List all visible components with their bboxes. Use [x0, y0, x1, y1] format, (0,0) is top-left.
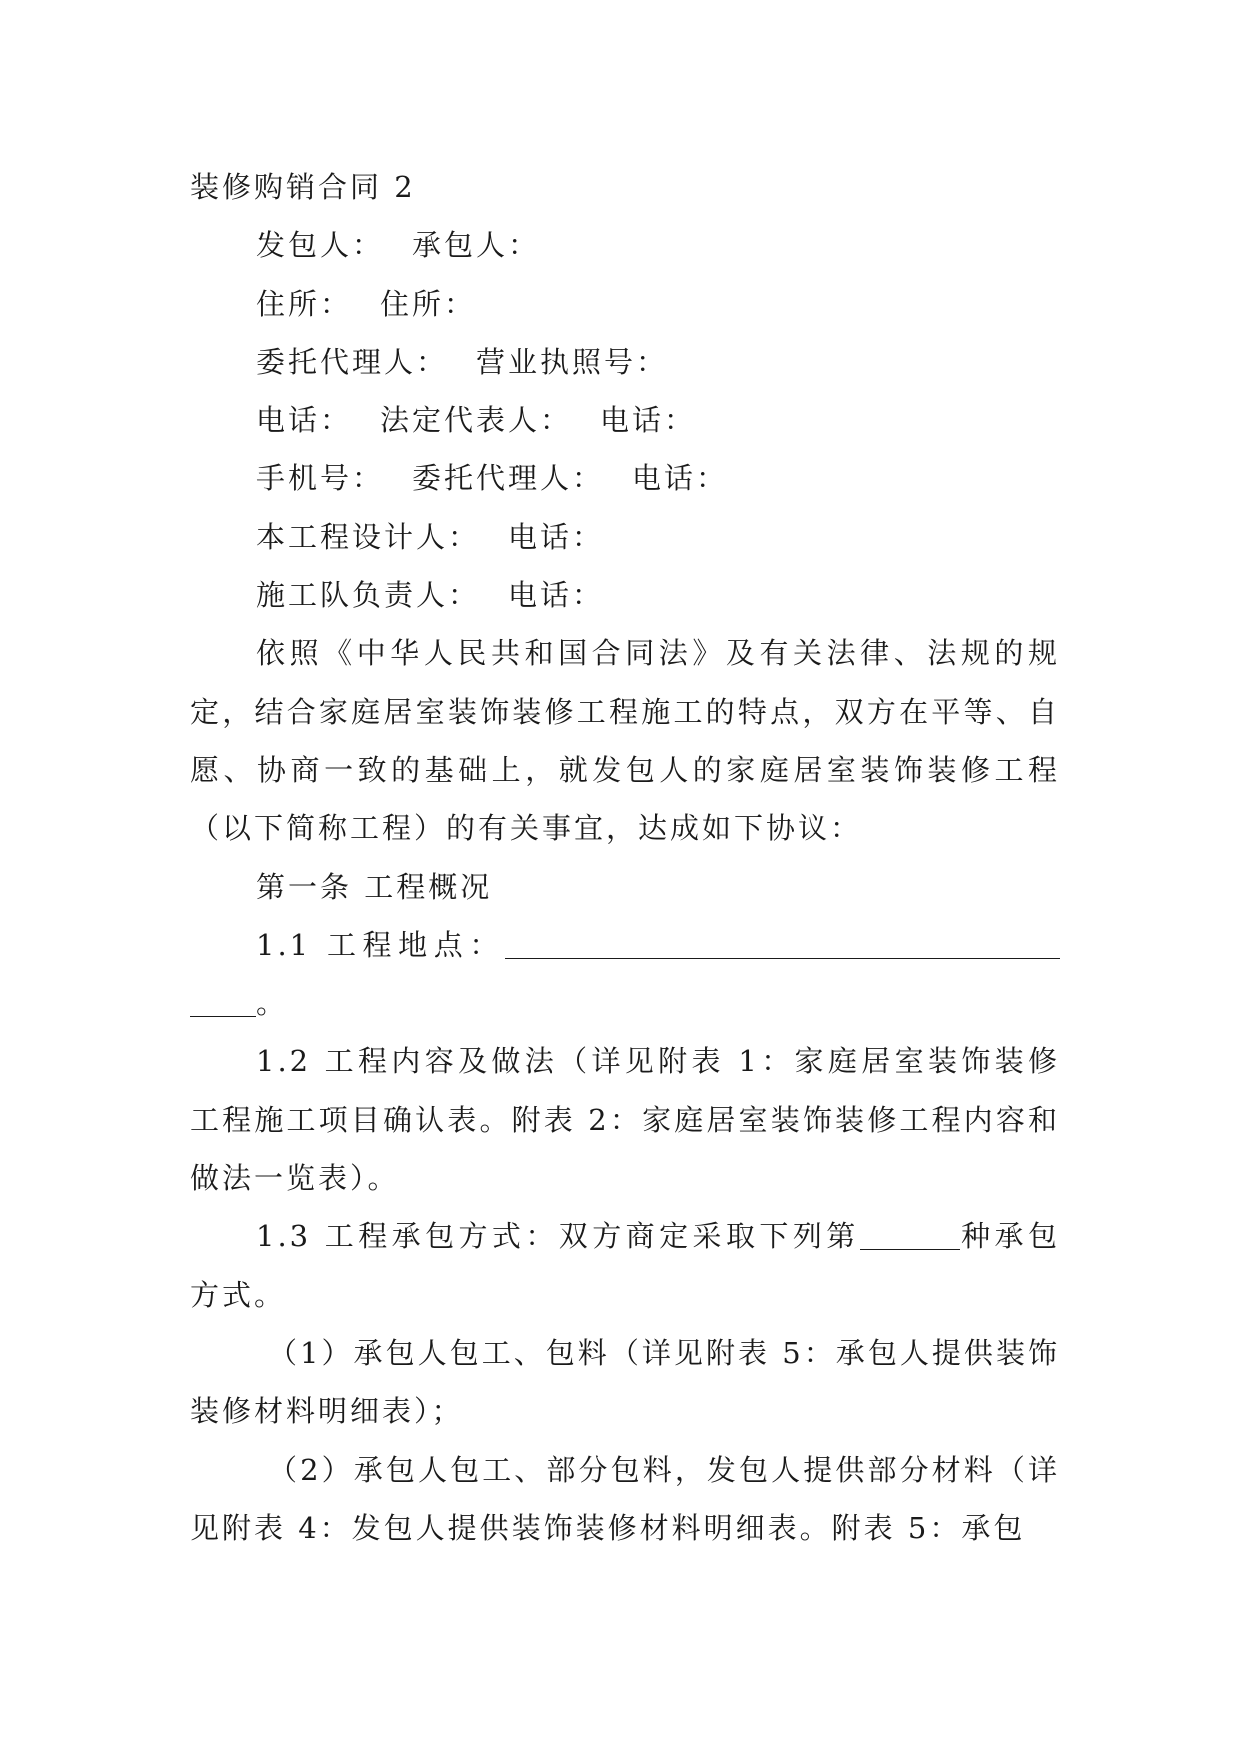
item-1-1 — [190, 916, 1060, 1033]
mobile-line — [190, 449, 1060, 507]
team-leader-label: 施工队负责人： — [256, 578, 481, 613]
item-1-3-suffix: 种承包方式。 — [190, 1219, 1060, 1312]
preamble-paragraph: 依照《中华人民共和国合同法》及有关法律、法规的规定，结合家庭居室装饰装修工程施工的特点，双方在平等、自愿、协商一致的基础上，就发包人的家庭居室装饰装修工程（以下简称工程）的有关事宜，达成如下协议： — [190, 636, 1060, 846]
document-title-text: 装修购销合同 2 — [190, 170, 416, 204]
phone-line — [190, 391, 1060, 449]
contract-body — [190, 158, 1060, 1557]
contractor-address-label: 住所： — [380, 286, 477, 321]
employer-mobile-label: 手机号： — [256, 461, 385, 496]
team-leader-line — [190, 566, 1060, 624]
article-1-heading: 第一条 工程概况 — [256, 869, 493, 904]
legal-rep-label: 法定代表人： — [380, 403, 573, 438]
item-1-3-prefix: 1.3 工程承包方式：双方商定采取下列第 — [256, 1219, 860, 1254]
legal-rep-phone-label: 电话： — [600, 403, 697, 438]
project-location-blank[interactable] — [505, 928, 1060, 959]
employer-phone-label: 电话： — [256, 403, 353, 438]
document-title — [190, 158, 1060, 216]
designer-line — [190, 508, 1060, 566]
option-1: （1）承包人包工、包料（详见附表 5：承包人提供装饰装修材料明细表）； — [190, 1335, 1060, 1429]
item-1-3 — [190, 1207, 1060, 1324]
project-location-blank-continued[interactable] — [190, 986, 256, 1017]
contractor-agent-phone-label: 电话： — [632, 461, 729, 496]
party-line-agent — [190, 333, 1060, 391]
item-1-1-suffix: 。 — [256, 986, 289, 1021]
contractor-agent-label: 委托代理人： — [412, 461, 605, 496]
item-1-2: 1.2 工程内容及做法（详见附表 1：家庭居室装饰装修工程施工项目确认表。附表 2：家庭居室装饰装修工程内容和做法一览表）。 — [190, 1044, 1060, 1196]
contractor-label: 承包人： — [412, 228, 541, 263]
team-leader-phone-label: 电话： — [508, 578, 605, 613]
designer-phone-label: 电话： — [508, 519, 605, 554]
party-line-employer — [190, 216, 1060, 274]
employer-agent-label: 委托代理人： — [256, 344, 449, 379]
designer-label: 本工程设计人： — [256, 519, 481, 554]
employer-label: 发包人： — [256, 228, 385, 263]
option-2: （2）承包人包工、部分包料，发包人提供部分材料（详见附表 4：发包人提供装饰装修材料明细表。附表 5：承包 — [190, 1452, 1060, 1545]
contract-method-blank[interactable] — [860, 1219, 960, 1250]
party-line-address — [190, 275, 1060, 333]
item-1-1-label: 1.1 工程地点： — [256, 927, 505, 962]
business-license-label: 营业执照号： — [476, 344, 669, 379]
employer-address-label: 住所： — [256, 286, 353, 321]
